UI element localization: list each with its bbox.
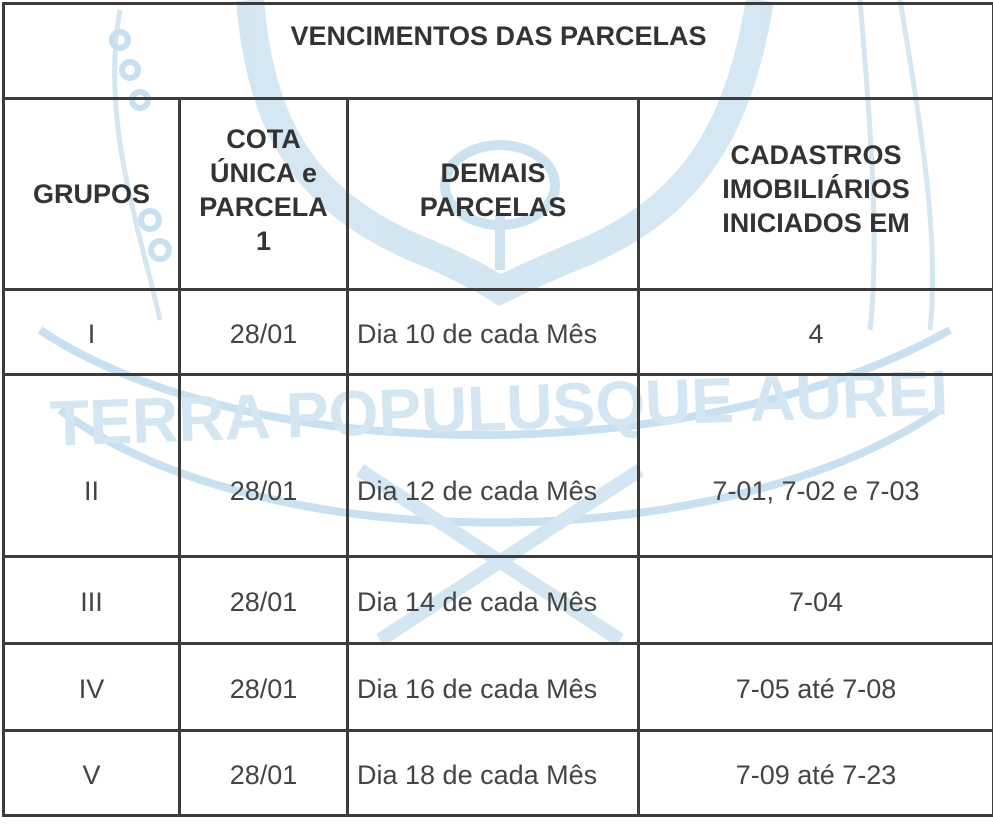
cell-grupo-text: I	[87, 318, 96, 349]
cell-cadastros	[639, 644, 993, 731]
installments-table	[2, 2, 993, 817]
cell-grupo-text: III	[80, 586, 103, 617]
header-cadastros-line-3: INICIADOS EM	[722, 208, 910, 238]
table-row	[4, 557, 993, 644]
cell-grupo-text: II	[83, 475, 99, 506]
cell-demais	[348, 375, 639, 557]
header-demais-parcelas	[348, 99, 639, 290]
cell-demais	[348, 557, 639, 644]
header-cadastros-label	[722, 138, 910, 240]
cell-demais	[348, 290, 639, 375]
cell-cota-text: 28/01	[229, 475, 298, 506]
header-cadastros-line-2: IMOBILIÁRIOS	[722, 174, 910, 204]
svg-text:TERRA POPULUSQUE AUREI: TERRA POPULUSQUE AUREI	[49, 356, 950, 460]
cell-cota	[180, 290, 348, 375]
header-cota-line-2: ÚNICA e	[209, 158, 317, 188]
header-cota-unica	[180, 99, 348, 290]
cell-demais-text: Dia 18 de cada Mês	[357, 759, 598, 790]
cell-grupo	[4, 557, 180, 644]
table-title: VENCIMENTOS DAS PARCELAS	[290, 21, 707, 51]
header-cota-line-3: PARCELA	[199, 192, 328, 222]
table-title-cell	[4, 4, 993, 99]
cell-cadastros-text: 7-04	[788, 586, 844, 617]
cell-demais	[348, 644, 639, 731]
cell-demais-text: Dia 16 de cada Mês	[357, 673, 598, 704]
cell-cota	[180, 375, 348, 557]
table-row	[4, 644, 993, 731]
cell-grupo	[4, 644, 180, 731]
cell-cota	[180, 644, 348, 731]
header-grupos	[4, 99, 180, 290]
cell-grupo	[4, 375, 180, 557]
header-demais-line-1: DEMAIS	[440, 158, 546, 188]
cell-cota-text: 28/01	[229, 673, 298, 704]
header-cota-line-1: COTA	[226, 124, 301, 154]
table-row	[4, 375, 993, 557]
cell-cadastros-text: 7-01, 7-02 e 7-03	[712, 475, 920, 506]
cell-grupo-text: IV	[78, 673, 105, 704]
cell-grupo	[4, 290, 180, 375]
cell-grupo	[4, 731, 180, 816]
cell-cadastros-text: 7-05 até 7-08	[735, 673, 897, 704]
cell-cadastros	[639, 375, 993, 557]
header-demais-label	[420, 156, 567, 224]
header-cadastros	[639, 99, 993, 290]
table-row	[4, 290, 993, 375]
cell-cota-text: 28/01	[229, 759, 298, 790]
cell-grupo-text: V	[82, 759, 101, 790]
header-demais-line-2: PARCELAS	[419, 192, 567, 222]
cell-cota	[180, 557, 348, 644]
header-cadastros-line-1: CADASTROS	[730, 140, 902, 170]
cell-cota-text: 28/01	[229, 586, 298, 617]
cell-cota-text: 28/01	[229, 318, 298, 349]
installments-table-container	[2, 2, 993, 817]
cell-cadastros-text: 7-09 até 7-23	[735, 759, 897, 790]
cell-cadastros	[639, 731, 993, 816]
header-cota-line-4: 1	[255, 226, 271, 256]
header-grupos-label: GRUPOS	[32, 179, 151, 209]
table-row	[4, 731, 993, 816]
cell-demais-text: Dia 12 de cada Mês	[357, 475, 598, 506]
cell-demais-text: Dia 14 de cada Mês	[357, 586, 598, 617]
header-cota-label	[199, 122, 328, 258]
cell-cota	[180, 731, 348, 816]
cell-demais	[348, 731, 639, 816]
cell-cadastros-text: 4	[808, 318, 824, 349]
cell-cadastros	[639, 557, 993, 644]
cell-demais-text: Dia 10 de cada Mês	[357, 318, 598, 349]
cell-cadastros	[639, 290, 993, 375]
